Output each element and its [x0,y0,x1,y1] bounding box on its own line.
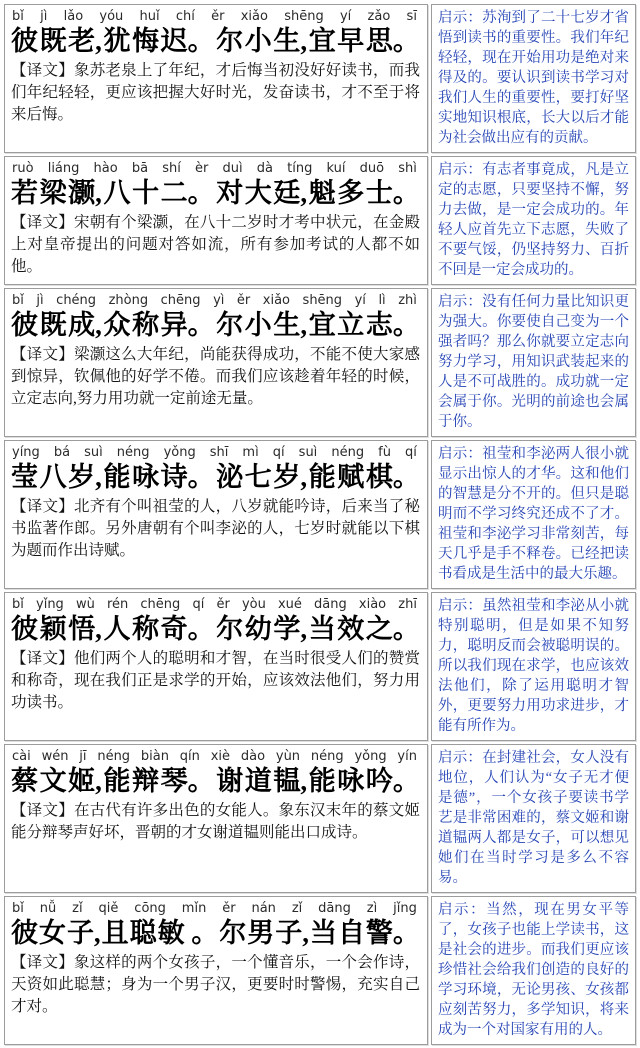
pinyin-line [11,8,420,24]
hanzi-char: 称 [132,614,160,644]
hanzi-char: 咏 [132,462,160,492]
hanzi-char: 生, [273,310,308,340]
hanzi-char: 自 [337,918,365,948]
pinyin-syllable: xué [277,597,302,612]
hanzi-char: 尔 [219,918,247,948]
pinyin-syllable: bǐ [12,9,24,24]
pinyin-syllable: ruò [12,161,34,176]
hanzi-char: 既 [39,310,67,340]
hanzi-char: 宜 [308,26,336,56]
hanzi-char: 多 [337,178,365,208]
hanzi-char: 能 [103,462,131,492]
hanzi-char: 莹 [11,462,38,492]
hanzi-char: 对 [216,178,244,208]
insight-cell [431,592,636,741]
hanzi-char: 彼 [11,26,38,56]
hanzi-char: 成, [68,310,102,340]
insight-text: 启示：没有任何力量比知识更为强大。你要使自己变为一个强者吗？那么你就要立定志向努力学习，用知识武装起来的人是不可战胜的。成功就一定会属于你。光明的前途也会属于你。 [438,294,629,430]
hanzi-char: 七 [244,462,272,492]
hanzi-char: 立 [337,310,365,340]
pinyin-syllable: shēng [284,9,324,24]
hanzi-char: 十 [132,178,160,208]
pinyin-syllable: mǐn [181,901,207,916]
table-row [4,288,636,437]
verse-line [11,765,420,798]
pinyin-syllable: yǒng [163,445,196,460]
verse-cell [4,288,428,437]
verse-line [11,917,420,950]
translation-text: 【译文】北齐有个叫祖莹的人，八岁就能吟诗，后来当了秘书监著作郎。另外唐朝有个叫李泌的人，七岁时就能以下棋为题而作出诗赋。 [11,497,420,559]
verse-line [11,461,420,494]
hanzi-char: 子, [275,918,309,948]
pinyin-syllable: shēng [302,293,343,308]
hanzi-char: 思。 [365,26,420,56]
hanzi-char: 悔 [132,26,160,56]
translation-text: 【译文】宋朝有个梁灏，在八十二岁时才考中状元，在金殿上对皇帝提出的问题对答如流，所有参加考试的人都不如他。 [11,213,420,275]
hanzi-char: 姬, [68,766,102,796]
pinyin-syllable: ěr [216,597,230,612]
pinyin-syllable: qín [179,749,200,764]
pinyin-syllable: rén [106,597,129,612]
pinyin-syllable: huǐ [139,9,160,24]
pinyin-syllable: néng [116,445,150,460]
hanzi-char: 且 [101,918,129,948]
pinyin-line [11,748,420,764]
pinyin-syllable: qí [192,597,205,612]
hanzi-char: 女 [38,918,66,948]
pinyin-syllable: yín [397,749,417,764]
translation-text: 【译文】象这样的两个女孩子，一个懂音乐，一个会作诗，天资如此聪慧；身为一个男子汉，更要时时警惕，充实自己才对。 [11,953,420,1015]
pinyin-syllable: nǚ [39,901,57,916]
table-row [4,592,636,741]
hanzi-char: 韫, [273,766,308,796]
pinyin-syllable: wù [75,597,95,612]
insight-text: 启示：在封建社会，女人没有地位，人们认为“女子无才便是德”，一个女孩子要读书学艺是非常困难的，蔡文姬和谢道韫两人都是女子，可以想见她们在当时学习是多么不容易。 [438,750,629,886]
pinyin-syllable: fù [378,445,391,460]
pinyin-syllable: néng [331,445,365,460]
translation-text: 【译文】象苏老泉上了年纪，才后悔当初没好好读书，而我们年纪轻轻，更应该把握大好时光，发奋读书，才不至于将来后悔。 [11,61,420,123]
pinyin-syllable: zhì [398,293,417,308]
hanzi-char: 老, [68,26,102,56]
insight-cell [431,744,636,893]
hanzi-char: 诗。 [160,462,215,492]
pinyin-line [11,444,420,460]
translation-text: 【译文】他们两个人的聪明和才智，在当时很受人们的赞赏和称奇，现在我们正是求学的开始，应该效法他们，努力用功读书。 [11,649,420,711]
insight-cell [431,4,636,153]
hanzi-char: 奇。 [160,614,215,644]
pinyin-syllable: biàn [140,749,169,764]
hanzi-char: 聪 [129,918,157,948]
pinyin-syllable: bā [131,161,149,176]
pinyin-syllable: kuí [326,161,346,176]
pinyin-syllable: suì [298,445,318,460]
hanzi-char: 子, [66,918,101,948]
pinyin-syllable: jǐng [393,901,417,916]
table-row [4,156,636,285]
pinyin-syllable: yùn [275,749,301,764]
pinyin-syllable: chēng [140,597,181,612]
pinyin-syllable: tíng [287,161,313,176]
pinyin-syllable: cōng [134,901,166,916]
pinyin-syllable: qí [272,445,285,460]
hanzi-char: 文 [39,766,67,796]
pinyin-syllable: yì [213,293,225,308]
hanzi-char: 幼 [244,614,272,644]
verse-cell [4,4,428,153]
hanzi-char: 既 [39,26,67,56]
hanzi-char: 宜 [308,310,336,340]
hanzi-char: 尔 [216,614,244,644]
pinyin-syllable: xiào [358,597,387,612]
insight-cell [431,288,636,437]
hanzi-char: 敏 。 [157,918,219,948]
hanzi-char: 异。 [160,310,215,340]
pinyin-syllable: jì [36,293,44,308]
hanzi-char: 八 [103,178,131,208]
pinyin-syllable: zǎo [367,9,391,24]
hanzi-char: 若 [11,178,38,208]
insight-text: 启示：祖莹和李泌两人很小就显示出惊人的才华。这和他们的智慧是分不开的。但只是聪明而不学习终究还成不了才。祖莹和李泌学习非常刻苦，每天几乎是手不释卷。已经把读书看成是生活中的最大乐趣。 [438,446,629,582]
hanzi-char: 称 [132,310,160,340]
pinyin-syllable: yí [339,9,352,24]
pinyin-line [11,292,420,308]
hanzi-char: 士。 [365,178,420,208]
insight-text: 启示：有志者事竟成，凡是立定的志愿，只要坚持不懈，努力去做，是一定会成功的。年轻人应首先立下志愿，失败了不要气馁，仍坚持努力、百折不回是一定会成功的。 [438,162,629,278]
hanzi-char: 谢 [216,766,244,796]
pinyin-syllable: dāng [318,901,351,916]
hanzi-char: 学, [273,614,308,644]
pinyin-syllable: néng [310,749,344,764]
pinyin-syllable: zǐ [72,901,83,916]
verse-cell [4,592,428,741]
hanzi-char: 能 [308,462,336,492]
table-body [4,4,636,1045]
pinyin-syllable: qí [405,445,417,460]
pinyin-syllable: zǐ [291,901,303,916]
hanzi-char: 彼 [11,614,38,644]
hanzi-char: 大 [244,178,272,208]
hanzi-char: 当 [308,614,336,644]
hanzi-char: 琴。 [160,766,215,796]
table-row [4,4,636,153]
pinyin-syllable: liáng [47,161,80,176]
pinyin-syllable: yí [354,293,366,308]
hanzi-char: 能 [103,766,131,796]
translation-text: 【译文】在古代有许多出色的女能人。象东汉末年的蔡文姬能分辩琴声好坏，晋朝的才女谢道韫则能出口成诗。 [11,801,420,841]
hanzi-char: 二。 [160,178,215,208]
table-row [4,744,636,893]
pinyin-syllable: shī [209,445,229,460]
insight-cell [431,896,636,1045]
pinyin-syllable: zhī [398,597,417,612]
pinyin-syllable: lì [378,293,386,308]
hanzi-char: 犹 [103,26,131,56]
verse-cell [4,440,428,589]
insight-text: 启示：当然，现在男女平等了，女孩子也能上学读书，这是社会的进步。而我们更应该珍惜社会给我们创造的良好的学习环境，无论男孩、女孩都应刻苦努力，多学知识，将来成为一个对国家有用的人。 [438,902,629,1038]
hanzi-char: 八 [39,462,67,492]
pinyin-syllable: ěr [236,293,251,308]
pinyin-syllable: cài [12,749,31,764]
pinyin-syllable: hào [93,161,118,176]
classic-text-table [1,1,639,1048]
pinyin-syllable: nán [251,901,276,916]
translation-text: 【译文】梁灏这么大年纪，尚能获得成功，不能不使大家感到惊异，钦佩他的好学不倦。而我们应该趁着年轻的时候，立定志向,努力用功就一定前途无量。 [11,345,420,407]
pinyin-syllable: jī [79,749,87,764]
hanzi-char: 道 [244,766,272,796]
hanzi-char: 能 [308,766,336,796]
pinyin-syllable: sī [406,9,417,24]
verse-cell [4,156,428,285]
hanzi-char: 辩 [132,766,160,796]
hanzi-char: 泌 [216,462,244,492]
pinyin-syllable: yíng [12,445,40,460]
pinyin-syllable: suì [84,445,103,460]
verse-cell [4,896,428,1045]
pinyin-syllable: néng [97,749,131,764]
table-row [4,440,636,589]
hanzi-char: 志。 [365,310,420,340]
hanzi-char: 众 [103,310,131,340]
hanzi-char: 灏, [68,178,102,208]
pinyin-syllable: duō [359,161,385,176]
pinyin-syllable: qiě [98,901,119,916]
hanzi-char: 生, [273,26,308,56]
verse-line [11,177,420,210]
pinyin-syllable: shì [398,161,417,176]
pinyin-syllable: chí [175,9,195,24]
hanzi-char: 棋。 [365,462,420,492]
hanzi-char: 魁 [308,178,336,208]
pinyin-syllable: yǐng [36,597,64,612]
hanzi-char: 小 [244,310,272,340]
pinyin-syllable: dāng [314,597,347,612]
pinyin-line [11,596,420,612]
hanzi-char: 尔 [216,26,244,56]
hanzi-char: 效 [337,614,365,644]
pinyin-syllable: yòu [241,597,266,612]
hanzi-char: 男 [247,918,275,948]
verse-cell [4,744,428,893]
pinyin-syllable: wén [41,749,69,764]
pinyin-syllable: chēng [160,293,201,308]
pinyin-syllable: ěr [211,9,225,24]
hanzi-char: 咏 [337,766,365,796]
pinyin-syllable: lǎo [63,9,84,24]
pinyin-syllable: shí [162,161,181,176]
hanzi-char: 迟。 [160,26,215,56]
hanzi-char: 人 [103,614,131,644]
hanzi-char: 彼 [11,918,38,948]
pinyin-syllable: jì [40,9,48,24]
pinyin-syllable: bǐ [12,901,24,916]
insight-text: 启示：苏洵到了二十七岁才省悟到读书的重要性。我们年纪轻轻，现在开始用功是绝对来得及的。要认识到读书学习对我们人生的重要性，要打好坚实地知识根底，长大以后才能为社会做出应有的贡献。 [438,10,629,146]
pinyin-syllable: dà [256,161,274,176]
hanzi-char: 蔡 [11,766,38,796]
hanzi-char: 赋 [337,462,365,492]
hanzi-char: 当 [309,918,337,948]
pinyin-line [11,160,420,176]
hanzi-char: 悟, [68,614,102,644]
hanzi-char: 之。 [365,614,420,644]
pinyin-syllable: zhòng [108,293,149,308]
pinyin-syllable: chéng [56,293,97,308]
pinyin-syllable: bǐ [12,293,24,308]
pinyin-syllable: ěr [222,901,236,916]
pinyin-syllable: mì [242,445,259,460]
hanzi-char: 廷, [273,178,308,208]
insight-text: 启示：虽然祖莹和李泌从小就特别聪明，但是如果不知努力，聪明反而会被聪明误的。所以我们现在求学，也应该效法他们，除了运用聪明才智外，更要努力用功求进步，才能有所作为。 [438,598,629,734]
pinyin-syllable: dào [240,749,266,764]
insight-cell [431,156,636,285]
hanzi-char: 颖 [39,614,67,644]
hanzi-char: 梁 [39,178,67,208]
hanzi-char: 吟。 [365,766,420,796]
verse-line [11,309,420,342]
pinyin-syllable: yóu [99,9,124,24]
insight-cell [431,440,636,589]
hanzi-char: 早 [337,26,365,56]
pinyin-syllable: xiǎo [240,9,268,24]
table-row [4,896,636,1045]
hanzi-char: 岁, [68,462,102,492]
pinyin-syllable: xiè [210,749,231,764]
hanzi-char: 小 [244,26,272,56]
hanzi-char: 岁, [273,462,308,492]
pinyin-syllable: bǐ [12,597,24,612]
pinyin-syllable: bá [53,445,71,460]
pinyin-syllable: zì [366,901,378,916]
pinyin-syllable: èr [195,161,209,176]
pinyin-syllable: yǒng [354,749,387,764]
hanzi-char: 警。 [365,918,420,948]
hanzi-char: 尔 [216,310,244,340]
hanzi-char: 彼 [11,310,38,340]
pinyin-syllable: xiǎo [262,293,291,308]
pinyin-syllable: duì [222,161,243,176]
verse-line [11,25,420,58]
verse-line [11,613,420,646]
